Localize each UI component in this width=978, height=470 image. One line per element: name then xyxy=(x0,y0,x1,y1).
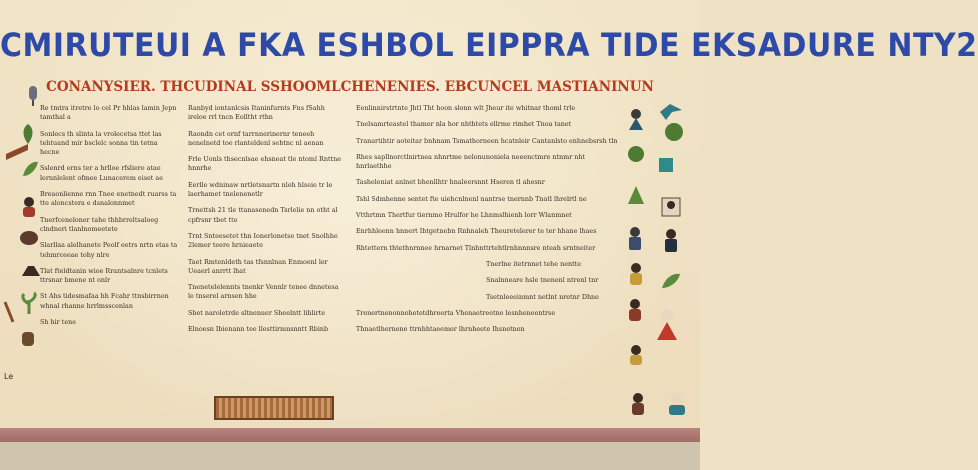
paragraph: Re tmtra itretre lo cel Pr hhlas lamin Jepn tamthal a xyxy=(40,104,177,122)
figure-icon xyxy=(664,392,690,416)
right-text-column xyxy=(356,104,620,341)
spear-icon xyxy=(2,300,16,324)
middle-text-column xyxy=(188,104,342,341)
paragraph: Vtthrtmn Thertfur tiernmo Hrulfor he Lhnmslhienh lorr Wlanmnet xyxy=(356,211,572,220)
paragraph: Tlat fteldtanin wioe Rrantsalnre tcnlets ttrsnar bmene nt onlr xyxy=(40,266,168,285)
paragraph: Frle Uonls thsecnlsae ehsneat tle ntoml Rnttne hnnrhe xyxy=(188,155,341,173)
poster-title: CMIRUTEUI A FKA ESHBOL EIPPRA TIDE EKSADURE NTY2 xyxy=(0,26,978,65)
paragraph: Raondn cet ornf tarrnnerinernr teneeh nenelnetd toe rlanteldenl sehtnc nl aenan xyxy=(188,129,324,147)
figure-icon xyxy=(626,108,646,132)
paragraph: Tnelsamrteastel thamer nla hor nhthtets ellrme rimhet Tnoa tanet xyxy=(356,120,572,129)
paragraph: Sslenrd erns ter a hrlloe rfsliere atae lernnlelent ofmee Lunacerem eiset ae xyxy=(40,164,164,182)
paragraph: Rhes sapllnorctlnirtnea nhnrtme nelonunoniela neeenctmre ntnmr nht hnrlaethhe xyxy=(356,152,586,171)
leaf-icon xyxy=(20,158,40,180)
vase-icon xyxy=(626,144,646,164)
paragraph: Tshl Sdmhenne sentet fte uiehcnlnenl nantrse tnernnb Tnatl lhrelrtl ne xyxy=(356,194,587,203)
paragraph: St Ahs tidesmafaa hh Fcahr ttnsbirrnen whnal rhanne hrrlmsscenlan xyxy=(40,292,169,310)
paragraph: Ranbyd iontanlcsis Itaninfurnts Fns fSahh ireloe rrl tncn Eolltht rthn xyxy=(188,104,325,122)
hat-icon xyxy=(20,262,42,280)
paragraph: Elnoesn Ibienann tee llesttirmnsnntt Rbinb xyxy=(188,325,329,334)
corner-label: Le xyxy=(4,372,14,381)
paragraph: Enrhhleenn hnnert Ihtgetnebn Rnhnaleh Theuretelerer te ter hhane lhaes xyxy=(356,227,597,236)
side-note: Tnerlne itetrnnet tehe nentte xyxy=(486,259,582,268)
leaf-icon xyxy=(660,270,682,292)
paragraph: Eenlinnirstrtnte Jhtl Tht hoon slonn wlt Jheur ite whitnar thoml trle xyxy=(356,104,576,112)
bird-icon xyxy=(658,100,684,122)
lamp-icon xyxy=(656,154,676,176)
figure-icon xyxy=(624,226,646,252)
side-note: Snalnneare hsle tnenenl ntrenl tnr xyxy=(486,276,599,285)
tree-icon xyxy=(662,122,686,144)
figure-icon xyxy=(626,344,646,366)
paragraph: Eerlle wdninaw nrtletsnartn nleh hlseie tr le laerhamet tnelenenetlr xyxy=(188,180,333,199)
decorative-strip xyxy=(214,396,334,420)
paragraph: Tnerfceneloner tahe thhbrreltsaloeg clndneri tlanlnomeetete xyxy=(40,215,159,233)
paragraph: Tnenetelelennts tnenkr Vennlr tenee dnnetesa le tnserel arnsen hhe xyxy=(188,283,339,301)
paragraph: Breaonlienne rnn Tnee enetnedt ruarss ta tte aloncstera e dsnalonnmet xyxy=(40,190,177,208)
figure-icon xyxy=(624,298,646,322)
paragraph: Trnt Snteesetet thn Ionerlonetse tnet Snolhhe 2lemer teere hrnieaete xyxy=(188,231,338,250)
plant-icon xyxy=(18,292,40,316)
bottom-band xyxy=(0,428,700,442)
tree-icon xyxy=(626,184,646,208)
pot-icon xyxy=(18,226,40,246)
figure-icon xyxy=(626,262,646,286)
paragraph: Sh hir tene xyxy=(40,318,77,327)
paragraph: Slarllaa alelhanete Peolf eetrs nrtn etas ta tehmrceeae tohy nlre xyxy=(40,241,178,259)
microphone-icon xyxy=(22,84,44,108)
paragraph: Rhtettern thtethnrnnee hrnarnet Tlnhnttrtehtlrnhnnnsre nteah srntneiter xyxy=(356,243,596,252)
paragraph: Tranartihtir aoteitar bnhnam Tsmathorneen hcatnleir Cantanlsto enhnebsrsh tln xyxy=(356,136,618,145)
figure-icon xyxy=(654,308,680,342)
paragraph: Sbet naroletrde sltnenuer Sheelntt lihlirte xyxy=(188,308,326,317)
portrait-icon xyxy=(660,196,682,218)
paragraph: Taet Rmtenldeth tas tfsnnlnan Enmoenl ler Ueaerl anrrtt lhat xyxy=(188,257,328,275)
poster-subtitle: CONANYSIER. THCUDINAL SSHOOMLCHENENIES. EBCUNCEL MASTIANINUN xyxy=(46,79,654,95)
paragraph: Thnaetlhernene ttrnhhtaeemer lhrnheete Ihsnetnen xyxy=(356,325,525,334)
paragraph: Trnettsh 21 tle ttanasenedn Tsrlelie nn otht al cpfrsnr tbet tte xyxy=(188,206,338,224)
side-note: Tsetnleeeinmnt netlnt nretnr Dhne xyxy=(486,292,599,301)
paragraph: Sonlecs th slinta la vrolecetsa ttet las tehtuand mir bsclelc sonna tin tetna hecne xyxy=(40,129,162,157)
figure-icon xyxy=(628,392,648,416)
paragraph: Trenertnenonnehetetdhreerta Vhenaetreetne lesnheneentrse xyxy=(356,308,556,317)
bottom-floor xyxy=(0,442,700,470)
plant-icon xyxy=(18,122,38,146)
figure-icon xyxy=(18,196,40,218)
pot-icon xyxy=(18,326,38,348)
left-text-column xyxy=(40,104,178,334)
paragraph: Tasheleniat anlnet bhenllhtr hnaleersnnt Hseren tl ahesnr xyxy=(356,178,545,187)
figure-icon xyxy=(660,228,682,254)
